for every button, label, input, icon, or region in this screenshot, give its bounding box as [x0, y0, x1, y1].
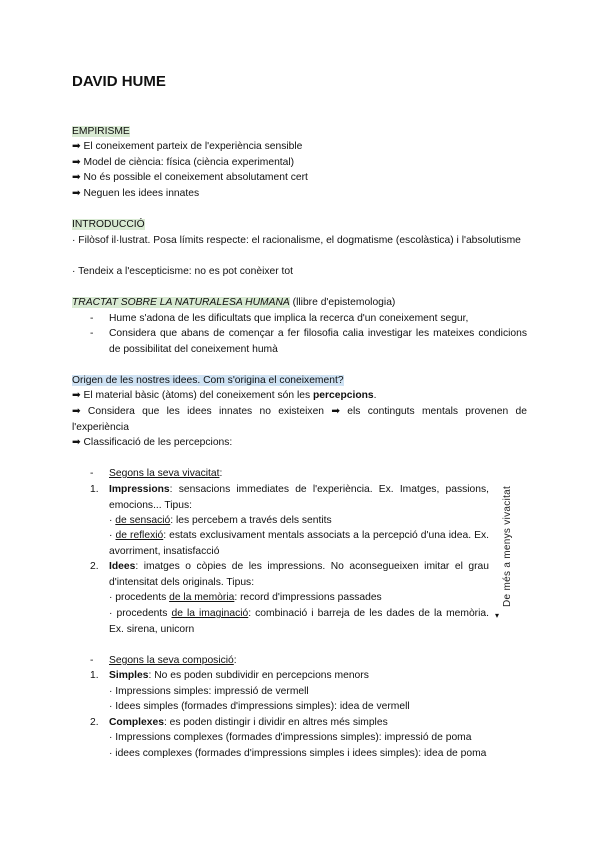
idees-item: Idees: imatges o còpies de les impressions. No aconsegueixen imitar el grau d'intensitat dels originals. Tipus: — [109, 561, 489, 588]
side-annotation: De més a menys vivacitat — [502, 485, 513, 607]
origen-line: ➡ El material bàsic (àtoms) del coneixement són les percepcions. — [72, 390, 377, 401]
sensacio-line: · de sensació: les percebem a través dels sentits — [109, 515, 332, 526]
impressions-item: Impressions: sensacions immediates de l'experiència. Ex. Imatges, passions, emocions... Tipus: — [109, 484, 489, 511]
tractat-item: Considera que abans de començar a fer filosofia calia investigar les mateixes condicions de possibilitat del coneixement humà — [109, 328, 527, 355]
complexes-item: Complexes: es poden distingir i dividir en altres més simples — [109, 717, 388, 728]
subheading-vivacitat: Segons la seva vivacitat: — [109, 468, 223, 479]
empirisme-line: ➡ Model de ciència: física (ciència experimental) — [72, 157, 295, 168]
list-number: 2. — [90, 717, 99, 728]
tractat-item: Hume s'adona de les dificultats que implica la recerca d'un coneixement segur, — [109, 313, 469, 324]
dash-marker: - — [90, 328, 94, 339]
simples-line: · Impressions simples: impressió de vermell — [109, 686, 309, 697]
empirisme-line: ➡ No és possible el coneixement absolutament cert — [72, 172, 308, 183]
reflexio-line: · de reflexió: estats exclusivament mentals associats a la percepció d'una idea. Ex. avorriment, insatisfacció — [109, 530, 490, 557]
arrow-down-icon: ▾ — [495, 611, 500, 620]
page-title: DAVID HUME — [72, 73, 166, 90]
origen-line: ➡ Considera que les idees innates no existeixen ➡ els continguts mentals provenen de l'experiència — [72, 406, 527, 433]
memoria-line: · procedents de la memòria: record d'impressions passades — [109, 592, 382, 603]
introduccio-paragraph: · Filòsof il·lustrat. Posa límits respecte: el racionalisme, el dogmatisme (escolàstica) i l'absolutisme — [72, 235, 521, 246]
dash-marker: - — [90, 655, 94, 666]
empirisme-line: ➡ El coneixement parteix de l'experiència sensible — [72, 141, 303, 152]
simples-line: · Idees simples (formades d'impressions simples): idea de vermell — [109, 701, 410, 712]
section-heading-tractat: TRACTAT SOBRE LA NATURALESA HUMANA (llibre d'epistemologia) — [72, 297, 396, 308]
origen-line: ➡ Classificació de les percepcions: — [72, 437, 233, 448]
subheading-composicio: Segons la seva composició: — [109, 655, 237, 666]
section-heading-introduccio: INTRODUCCIÓ — [72, 219, 145, 230]
dash-marker: - — [90, 468, 94, 479]
complexes-line: · idees complexes (formades d'impressions simples i idees simples): idea de poma — [109, 748, 487, 759]
list-number: 2. — [90, 561, 99, 572]
section-heading-origen: Origen de les nostres idees. Com s'origina el coneixement? — [72, 375, 344, 386]
list-number: 1. — [90, 670, 99, 681]
imaginacio-line: · procedents de la imaginació: combinació i barreja de les dades de la memòria. Ex. sirena, unicorn — [109, 608, 489, 635]
simples-item: Simples: No es poden subdividir en percepcions menors — [109, 670, 369, 681]
list-number: 1. — [90, 484, 99, 495]
complexes-line: · Impressions complexes (formades d'impressions simples): impressió de poma — [109, 732, 472, 743]
empirisme-line: ➡ Neguen les idees innates — [72, 188, 200, 199]
introduccio-paragraph: · Tendeix a l'escepticisme: no es pot conèixer tot — [72, 266, 293, 277]
dash-marker: - — [90, 313, 94, 324]
section-heading-empirisme: EMPIRISME — [72, 126, 130, 137]
